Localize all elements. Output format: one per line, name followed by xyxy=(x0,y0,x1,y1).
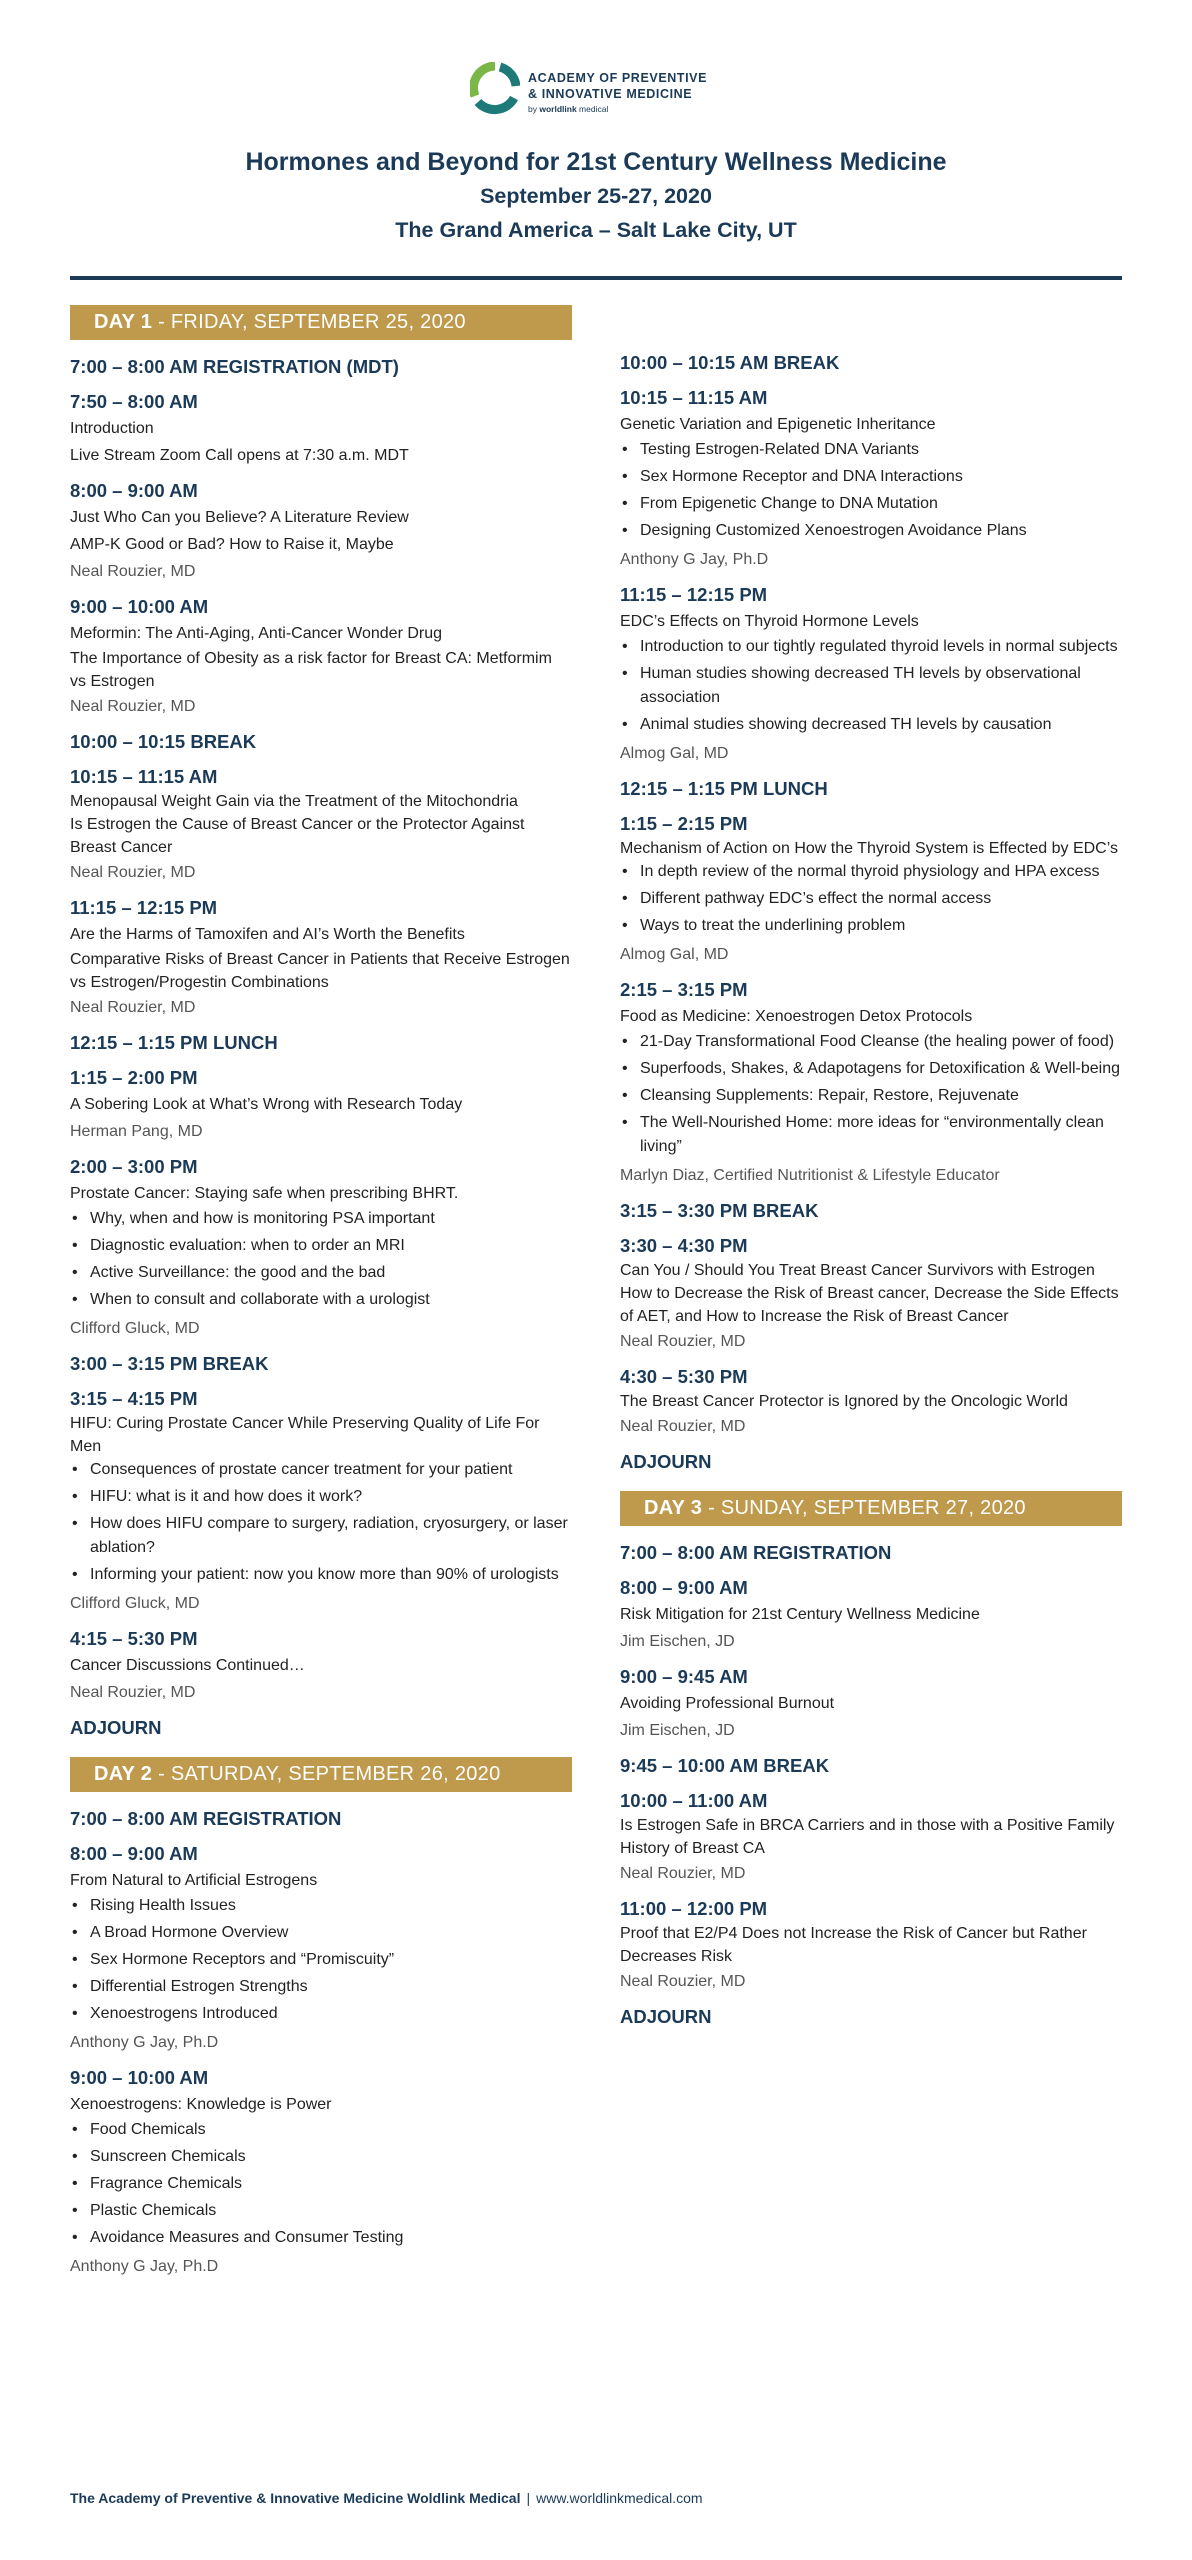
session-title: Meformin: The Anti-Aging, Anti-Cancer Wonder Drug xyxy=(70,625,443,642)
session xyxy=(70,729,572,755)
footer-url[interactable]: www.worldlinkmedical.com xyxy=(536,2490,703,2506)
topic-list xyxy=(620,635,1122,737)
session xyxy=(620,1540,1122,1566)
speaker: Clifford Gluck, MD xyxy=(70,1320,200,1337)
list-item: • In depth review of the normal thyroid physiology and HPA excess xyxy=(620,860,1122,884)
session-time: 9:00 – 9:45 AM xyxy=(620,1666,748,1687)
session xyxy=(70,1154,572,1342)
list-item: • When to consult and collaborate with a urologist xyxy=(70,1288,572,1312)
session xyxy=(70,1626,572,1706)
list-item: • Animal studies showing decreased TH levels by causation xyxy=(620,713,1122,737)
session xyxy=(70,895,572,1021)
session xyxy=(70,2065,572,2280)
session xyxy=(70,1386,572,1617)
session-time: 1:15 – 2:00 PM xyxy=(70,1067,198,1088)
list-item: • Consequences of prostate cancer treatment for your patient xyxy=(70,1458,572,1482)
session-time: 12:15 – 1:15 PM LUNCH xyxy=(70,1032,278,1053)
speaker: Neal Rouzier, MD xyxy=(620,1973,746,1990)
speaker: Neal Rouzier, MD xyxy=(70,1684,196,1701)
day1-banner: DAY 1 - FRIDAY, SEPTEMBER 25, 2020 xyxy=(70,305,572,340)
topic-list xyxy=(70,1894,572,2026)
session xyxy=(70,354,572,380)
session xyxy=(620,1664,1122,1744)
session xyxy=(620,1788,1122,1887)
session-title: A Sobering Look at What’s Wrong with Research Today xyxy=(70,1096,463,1113)
session-time: 3:15 – 4:15 PM xyxy=(70,1388,198,1409)
session-title: Is Estrogen Safe in BRCA Carriers and in those with a Positive Family History of Breast CA xyxy=(620,1817,1115,1857)
session-title: Risk Mitigation for 21st Century Wellness Medicine xyxy=(620,1606,980,1623)
session xyxy=(70,1806,572,1832)
list-item: • Sex Hormone Receptors and “Promiscuity” xyxy=(70,1948,572,1972)
session-title: The Breast Cancer Protector is Ignored by the Oncologic World xyxy=(620,1393,1068,1410)
list-item: • Food Chemicals xyxy=(70,2118,572,2142)
list-item: • Why, when and how is monitoring PSA important xyxy=(70,1207,572,1231)
list-item: • HIFU: what is it and how does it work? xyxy=(70,1485,572,1509)
session-time: 8:00 – 9:00 AM xyxy=(620,1577,748,1598)
left-column xyxy=(70,305,572,2289)
session-time: 12:15 – 1:15 PM LUNCH xyxy=(620,778,828,799)
session-time: 10:15 – 11:15 AM xyxy=(70,766,218,787)
session-title: EDC’s Effects on Thyroid Hormone Levels xyxy=(620,613,919,630)
list-item: • A Broad Hormone Overview xyxy=(70,1921,572,1945)
topic-list xyxy=(620,1030,1122,1159)
session-time: 9:00 – 10:00 AM xyxy=(70,2067,209,2088)
session-time: 2:15 – 3:15 PM xyxy=(620,979,748,1000)
session-time: 9:00 – 10:00 AM xyxy=(70,596,209,617)
session-time: 7:50 – 8:00 AM xyxy=(70,391,198,412)
topic-list xyxy=(70,1207,572,1312)
event-dates: September 25-27, 2020 xyxy=(480,184,712,208)
speaker: Neal Rouzier, MD xyxy=(70,563,196,580)
speaker: Anthony G Jay, Ph.D xyxy=(70,2258,219,2275)
session xyxy=(70,764,572,886)
session xyxy=(70,1351,572,1377)
session-time: 9:45 – 10:00 AM BREAK xyxy=(620,1755,830,1776)
session-time: 8:00 – 9:00 AM xyxy=(70,1843,198,1864)
day2-banner: DAY 2 - SATURDAY, SEPTEMBER 26, 2020 xyxy=(70,1757,572,1792)
session-time: 3:15 – 3:30 PM BREAK xyxy=(620,1200,819,1221)
session xyxy=(620,776,1122,802)
list-item: • 21-Day Transformational Food Cleanse (the healing power of food) xyxy=(620,1030,1122,1054)
speaker: Herman Pang, MD xyxy=(70,1123,203,1140)
session xyxy=(620,977,1122,1189)
footer-separator: | xyxy=(526,2490,531,2506)
session xyxy=(620,1198,1122,1224)
adjourn-label: ADJOURN xyxy=(620,1451,712,1472)
session-time: 3:30 – 4:30 PM xyxy=(620,1235,748,1256)
list-item: • Testing Estrogen-Related DNA Variants xyxy=(620,438,1122,462)
session-time: 1:15 – 2:15 PM xyxy=(620,813,748,834)
session-time: 2:00 – 3:00 PM xyxy=(70,1156,198,1177)
session-title: Mechanism of Action on How the Thyroid System is Effected by EDC’s xyxy=(620,840,1118,857)
logo-mark-icon xyxy=(470,62,520,118)
session xyxy=(620,385,1122,573)
session xyxy=(620,582,1122,767)
session-time: 11:15 – 12:15 PM xyxy=(70,897,218,918)
topic-list xyxy=(620,860,1122,938)
session-title: Are the Harms of Tamoxifen and AI’s Worth the Benefits xyxy=(70,926,465,943)
list-item: • How does HIFU compare to surgery, radiation, cryosurgery, or laser ablation? xyxy=(70,1512,572,1560)
session-time: 10:15 – 11:15 AM xyxy=(620,387,768,408)
session xyxy=(70,389,572,469)
session xyxy=(70,1065,572,1145)
speaker: Neal Rouzier, MD xyxy=(620,1865,746,1882)
session-title: Can You / Should You Treat Breast Cancer Survivors with Estrogen xyxy=(620,1262,1095,1279)
page-header xyxy=(0,0,1192,275)
list-item: • Sunscreen Chemicals xyxy=(70,2145,572,2169)
list-item: • Active Surveillance: the good and the bad xyxy=(70,1261,572,1285)
speaker: Jim Eischen, JD xyxy=(620,1722,735,1739)
speaker: Neal Rouzier, MD xyxy=(70,999,196,1016)
logo-line-1: ACADEMY OF PREVENTIVE xyxy=(528,71,708,85)
list-item: • From Epigenetic Change to DNA Mutation xyxy=(620,492,1122,516)
list-item: • Xenoestrogens Introduced xyxy=(70,2002,572,2026)
session-title: Avoiding Professional Burnout xyxy=(620,1695,835,1712)
speaker: Anthony G Jay, Ph.D xyxy=(620,551,769,568)
adjourn-label: ADJOURN xyxy=(620,2006,712,2027)
session-title: Xenoestrogens: Knowledge is Power xyxy=(70,2096,332,2113)
speaker: Almog Gal, MD xyxy=(620,745,729,762)
speaker: Almog Gal, MD xyxy=(620,946,729,963)
list-item: • Superfoods, Shakes, & Adapotagens for Detoxification & Well-being xyxy=(620,1057,1122,1081)
session-title: Just Who Can you Believe? A Literature Review xyxy=(70,509,409,526)
session-time: 4:15 – 5:30 PM xyxy=(70,1628,198,1649)
session-time: 3:00 – 3:15 PM BREAK xyxy=(70,1353,269,1374)
list-item: • Different pathway EDC’s effect the normal access xyxy=(620,887,1122,911)
logo-byline: by worldlink medical xyxy=(528,104,609,114)
session-title: Comparative Risks of Breast Cancer in Patients that Receive Estrogen vs Estrogen/Progestin Combinations xyxy=(70,951,570,991)
session-title: Genetic Variation and Epigenetic Inheritance xyxy=(620,416,936,433)
list-item: • Designing Customized Xenoestrogen Avoidance Plans xyxy=(620,519,1122,543)
list-item: • Cleansing Supplements: Repair, Restore, Rejuvenate xyxy=(620,1084,1122,1108)
session-time: 10:00 – 10:15 AM BREAK xyxy=(620,352,840,373)
session xyxy=(620,811,1122,968)
list-item: • Avoidance Measures and Consumer Testing xyxy=(70,2226,572,2250)
speaker: Neal Rouzier, MD xyxy=(620,1418,746,1435)
session-title: From Natural to Artificial Estrogens xyxy=(70,1872,318,1889)
session xyxy=(620,1753,1122,1779)
page-footer xyxy=(70,2490,703,2506)
speaker: Clifford Gluck, MD xyxy=(70,1595,200,1612)
list-item: • Plastic Chemicals xyxy=(70,2199,572,2223)
session-title: Proof that E2/P4 Does not Increase the Risk of Cancer but Rather Decreases Risk xyxy=(620,1925,1087,1965)
list-item: • Sex Hormone Receptor and DNA Interactions xyxy=(620,465,1122,489)
day3-banner: DAY 3 - SUNDAY, SEPTEMBER 27, 2020 xyxy=(620,1491,1122,1526)
speaker: Neal Rouzier, MD xyxy=(620,1333,746,1350)
list-item: • Ways to treat the underlining problem xyxy=(620,914,1122,938)
session-time: 8:00 – 9:00 AM xyxy=(70,480,198,501)
topic-list xyxy=(620,438,1122,543)
event-venue: The Grand America – Salt Lake City, UT xyxy=(395,218,797,242)
list-item: • Introduction to our tightly regulated thyroid levels in normal subjects xyxy=(620,635,1122,659)
session xyxy=(70,1841,572,2056)
session-time: 4:30 – 5:30 PM xyxy=(620,1366,748,1387)
session-title: Food as Medicine: Xenoestrogen Detox Protocols xyxy=(620,1008,973,1025)
session xyxy=(620,350,1122,376)
speaker: Jim Eischen, JD xyxy=(620,1633,735,1650)
session-title: HIFU: Curing Prostate Cancer While Preserving Quality of Life For Men xyxy=(70,1415,540,1455)
speaker: Anthony G Jay, Ph.D xyxy=(70,2034,219,2051)
academy-logo xyxy=(470,62,730,126)
speaker: Neal Rouzier, MD xyxy=(70,698,196,715)
session xyxy=(620,1364,1122,1440)
session-title: AMP-K Good or Bad? How to Raise it, Maybe xyxy=(70,536,394,553)
list-item: • Rising Health Issues xyxy=(70,1894,572,1918)
session-title: Prostate Cancer: Staying safe when prescribing BHRT. xyxy=(70,1185,459,1202)
footer-org: The Academy of Preventive & Innovative Medicine Woldlink Medical xyxy=(70,2490,521,2506)
session-title: Is Estrogen the Cause of Breast Cancer or the Protector Against Breast Cancer xyxy=(70,816,525,856)
list-item: • The Well-Nourished Home: more ideas for “environmentally clean living” xyxy=(620,1111,1122,1159)
session-time: 11:00 – 12:00 PM xyxy=(620,1898,768,1919)
session xyxy=(620,1896,1122,1995)
session-title: Introduction xyxy=(70,420,154,437)
list-item: • Fragrance Chemicals xyxy=(70,2172,572,2196)
list-item: • Diagnostic evaluation: when to order an MRI xyxy=(70,1234,572,1258)
right-column xyxy=(620,350,1122,2046)
adjourn-label: ADJOURN xyxy=(70,1717,162,1738)
speaker: Marlyn Diaz, Certified Nutritionist & Lifestyle Educator xyxy=(620,1167,1000,1184)
session-title: Live Stream Zoom Call opens at 7:30 a.m. MDT xyxy=(70,447,409,464)
session xyxy=(620,1575,1122,1655)
session-title: Cancer Discussions Continued… xyxy=(70,1657,305,1674)
session-time: 7:00 – 8:00 AM REGISTRATION (MDT) xyxy=(70,356,399,377)
logo-line-2: & INNOVATIVE MEDICINE xyxy=(528,87,693,101)
topic-list xyxy=(70,2118,572,2250)
session-time: 7:00 – 8:00 AM REGISTRATION xyxy=(620,1542,892,1563)
session-time: 11:15 – 12:15 PM xyxy=(620,584,768,605)
header-divider xyxy=(70,276,1122,280)
page-title: Hormones and Beyond for 21st Century Wellness Medicine xyxy=(245,148,947,176)
session xyxy=(70,594,572,720)
session-time: 10:00 – 11:00 AM xyxy=(620,1790,768,1811)
session xyxy=(70,1030,572,1056)
session-title: Menopausal Weight Gain via the Treatment of the Mitochondria xyxy=(70,793,518,810)
session-time: 10:00 – 10:15 BREAK xyxy=(70,731,257,752)
speaker: Neal Rouzier, MD xyxy=(70,864,196,881)
list-item: • Human studies showing decreased TH levels by observational association xyxy=(620,662,1122,710)
topic-list xyxy=(70,1458,572,1587)
list-item: • Informing your patient: now you know more than 90% of urologists xyxy=(70,1563,572,1587)
session-time: 7:00 – 8:00 AM REGISTRATION xyxy=(70,1808,342,1829)
session-title: The Importance of Obesity as a risk factor for Breast CA: Metformim vs Estrogen xyxy=(70,650,552,690)
session-title: How to Decrease the Risk of Breast cancer, Decrease the Side Effects of AET, and How to Increase the Risk of Breast Cancer xyxy=(620,1285,1119,1325)
session xyxy=(70,478,572,585)
list-item: • Differential Estrogen Strengths xyxy=(70,1975,572,1999)
session xyxy=(620,1233,1122,1355)
